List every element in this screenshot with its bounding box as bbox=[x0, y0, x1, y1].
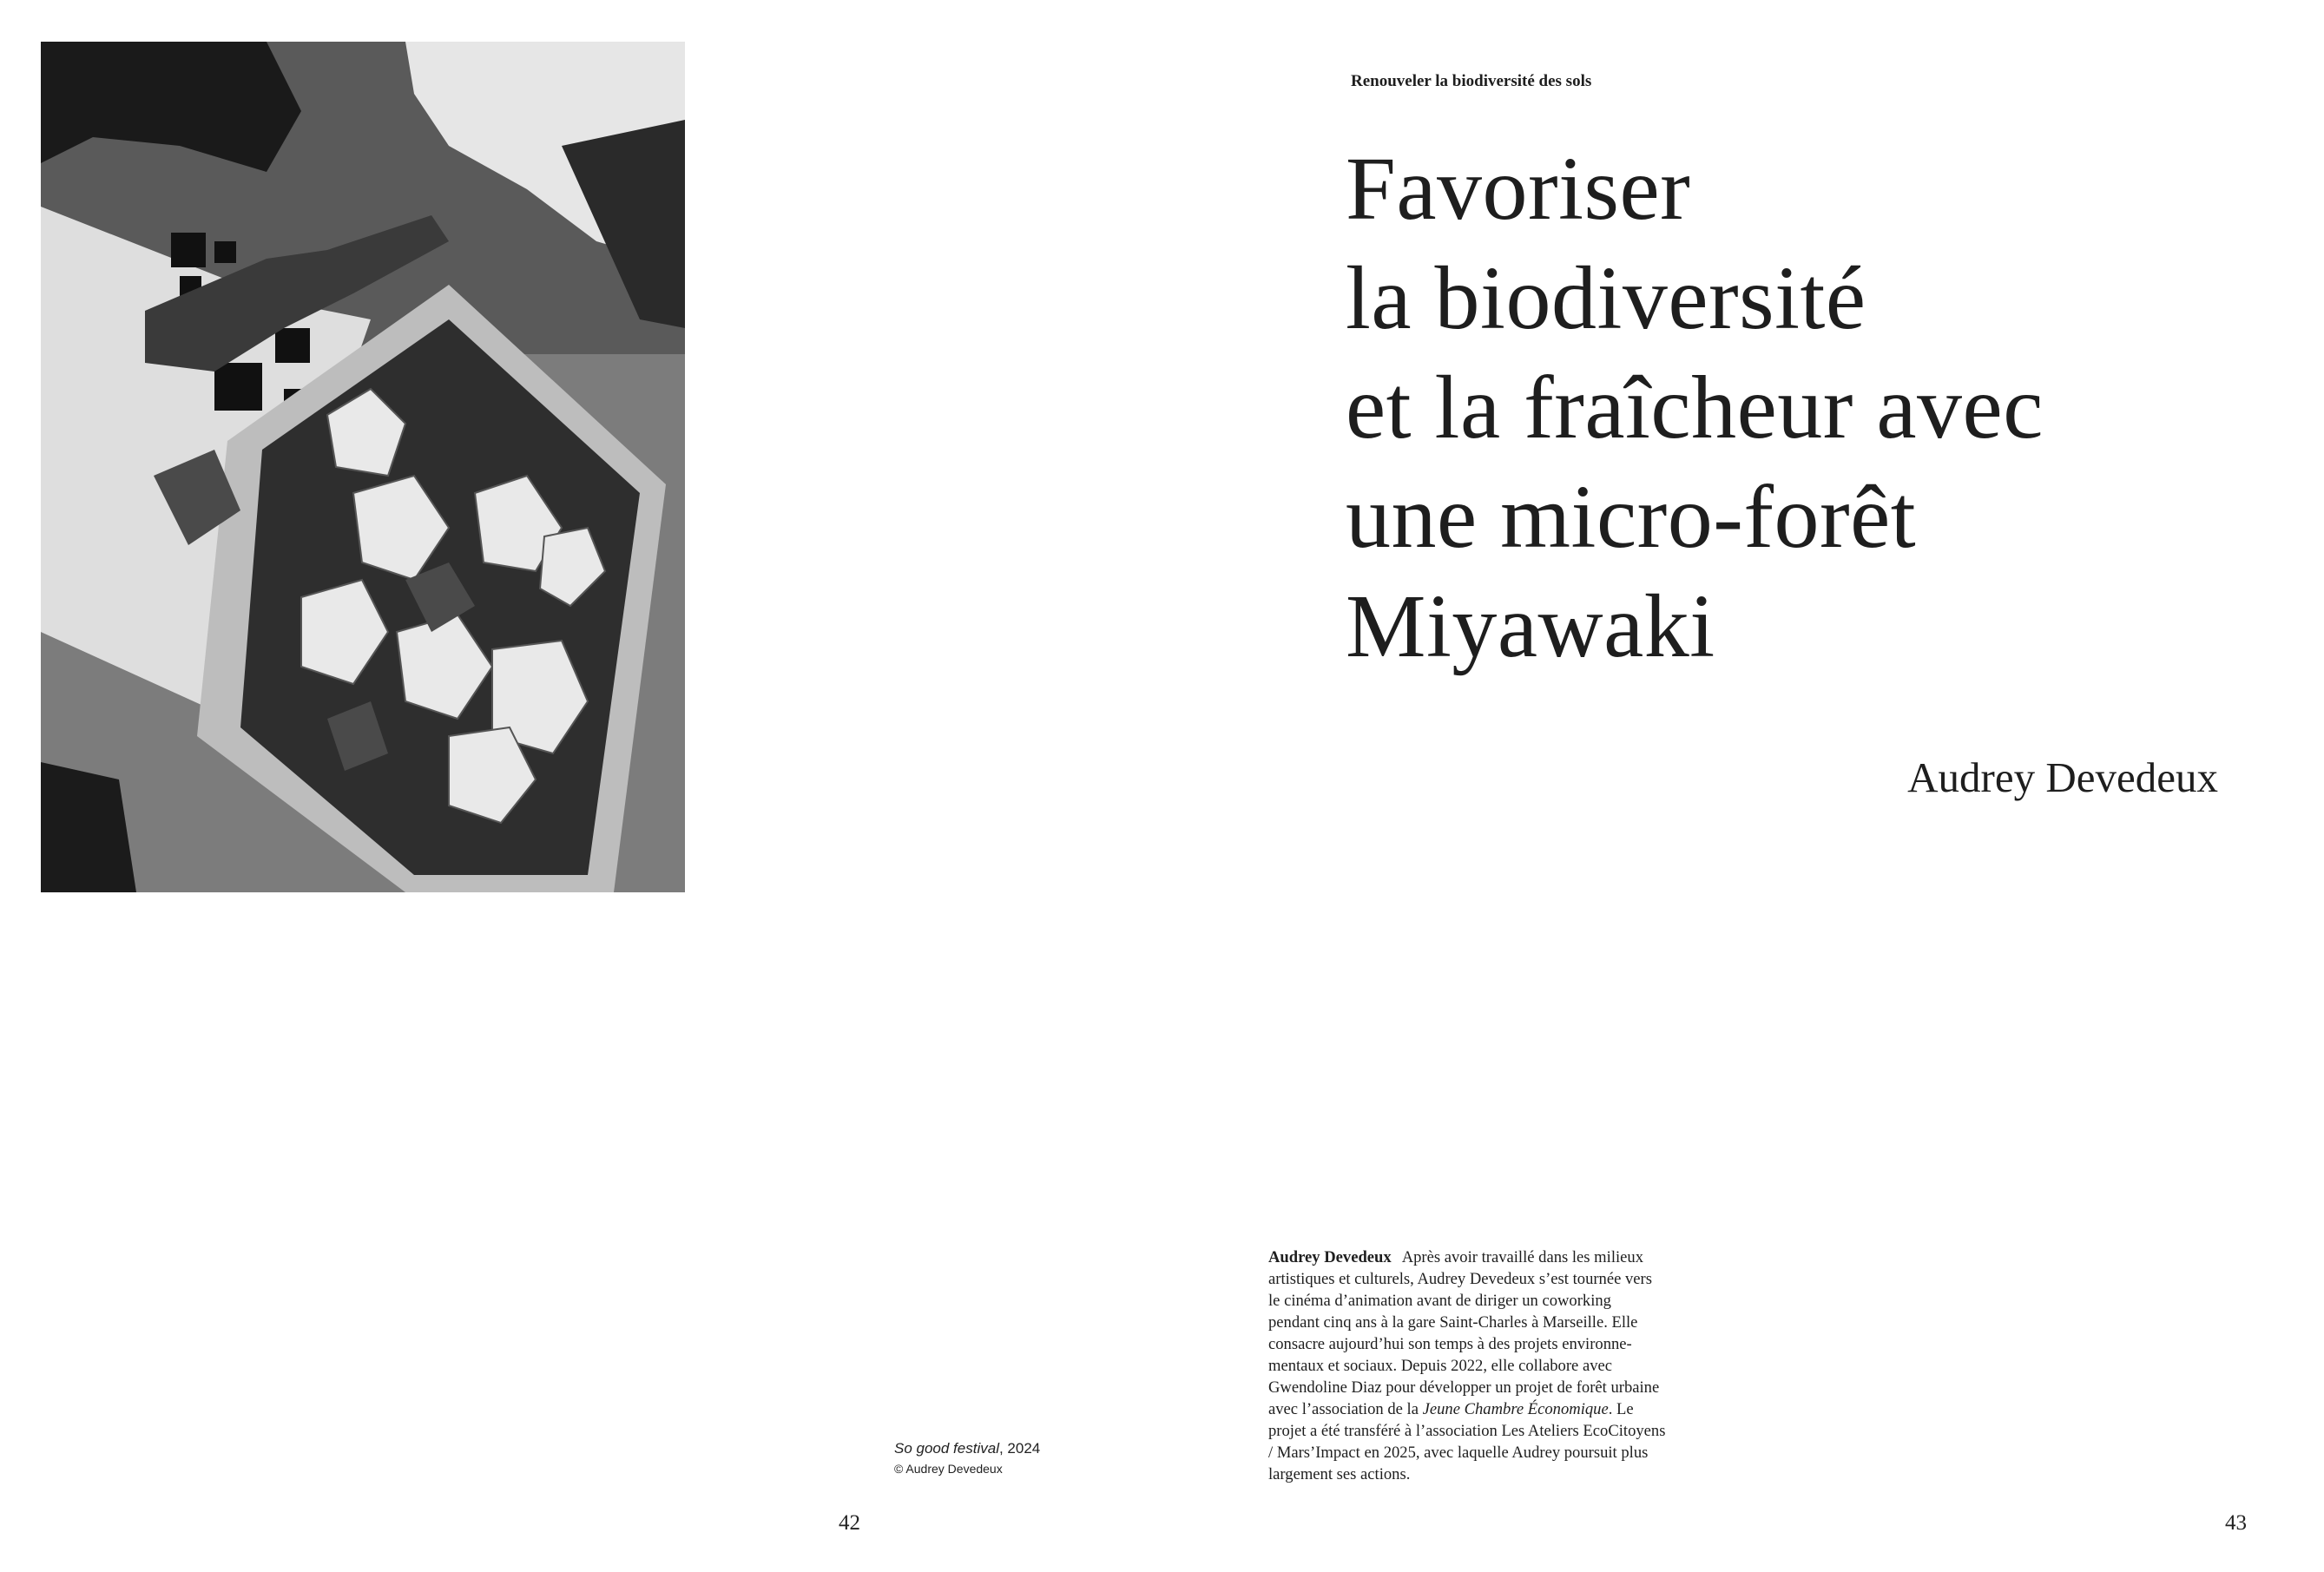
article-author: Audrey Devedeux bbox=[1907, 753, 2218, 801]
caption-festival-name: So good festival bbox=[894, 1440, 999, 1457]
title-line-2: la biodiversité bbox=[1346, 248, 1866, 348]
page-number-right: 43 bbox=[2225, 1511, 2247, 1535]
bio-line-5: consacre aujourd’hui son temps à des projets environne- bbox=[1268, 1335, 1632, 1353]
bio-name: Audrey Devedeux bbox=[1268, 1248, 1392, 1266]
photo-illustration bbox=[41, 42, 685, 892]
caption-title bbox=[894, 1438, 1040, 1459]
bio-line-11: largement ses actions. bbox=[1268, 1465, 1411, 1483]
caption-year: , 2024 bbox=[998, 1440, 1041, 1457]
bio-text-8b: . Le bbox=[1608, 1400, 1634, 1418]
page-number-left: 42 bbox=[839, 1511, 860, 1535]
bio-line-6: mentaux et sociaux. Depuis 2022, elle collabore avec bbox=[1268, 1357, 1613, 1375]
title-line-1: Favoriser bbox=[1346, 139, 1691, 239]
bio-line-4: pendant cinq ans à la gare Saint-Charles à Marseille. Elle bbox=[1268, 1313, 1638, 1332]
bio-line-9: projet a été transféré à l’association Les Ateliers EcoCitoyens bbox=[1268, 1422, 1666, 1440]
festival-photo bbox=[41, 42, 685, 892]
bio-line-10: / Mars’Impact en 2025, avec laquelle Audrey poursuit plus bbox=[1268, 1444, 1649, 1462]
title-line-3: et la fraîcheur avec bbox=[1346, 358, 2044, 457]
bio-line-3: le cinéma d’animation avant de diriger un coworking bbox=[1268, 1292, 1611, 1310]
title-line-4: une micro-forêt bbox=[1346, 467, 1917, 567]
bio-text-8a: avec l’association de la bbox=[1268, 1400, 1423, 1418]
bio-line-8 bbox=[1268, 1398, 1728, 1420]
bio-line-1 bbox=[1268, 1246, 1728, 1268]
bio-organisation: Jeune Chambre Économique bbox=[1422, 1400, 1609, 1418]
title-line-5: Miyawaki bbox=[1346, 576, 1715, 676]
section-kicker: Renouveler la biodiversité des sols bbox=[1351, 72, 1592, 90]
photo-caption bbox=[894, 1438, 1040, 1478]
author-bio bbox=[1268, 1246, 1728, 1485]
article-title bbox=[1346, 135, 2266, 681]
bio-line-2: artistiques et culturels, Audrey Devedeux s’est tournée vers bbox=[1268, 1270, 1652, 1288]
bio-line-7: Gwendoline Diaz pour développer un projet de forêt urbaine bbox=[1268, 1378, 1660, 1397]
bio-text-1: Après avoir travaillé dans les milieux bbox=[1401, 1248, 1643, 1266]
caption-credit: © Audrey Devedeux bbox=[894, 1462, 1003, 1476]
